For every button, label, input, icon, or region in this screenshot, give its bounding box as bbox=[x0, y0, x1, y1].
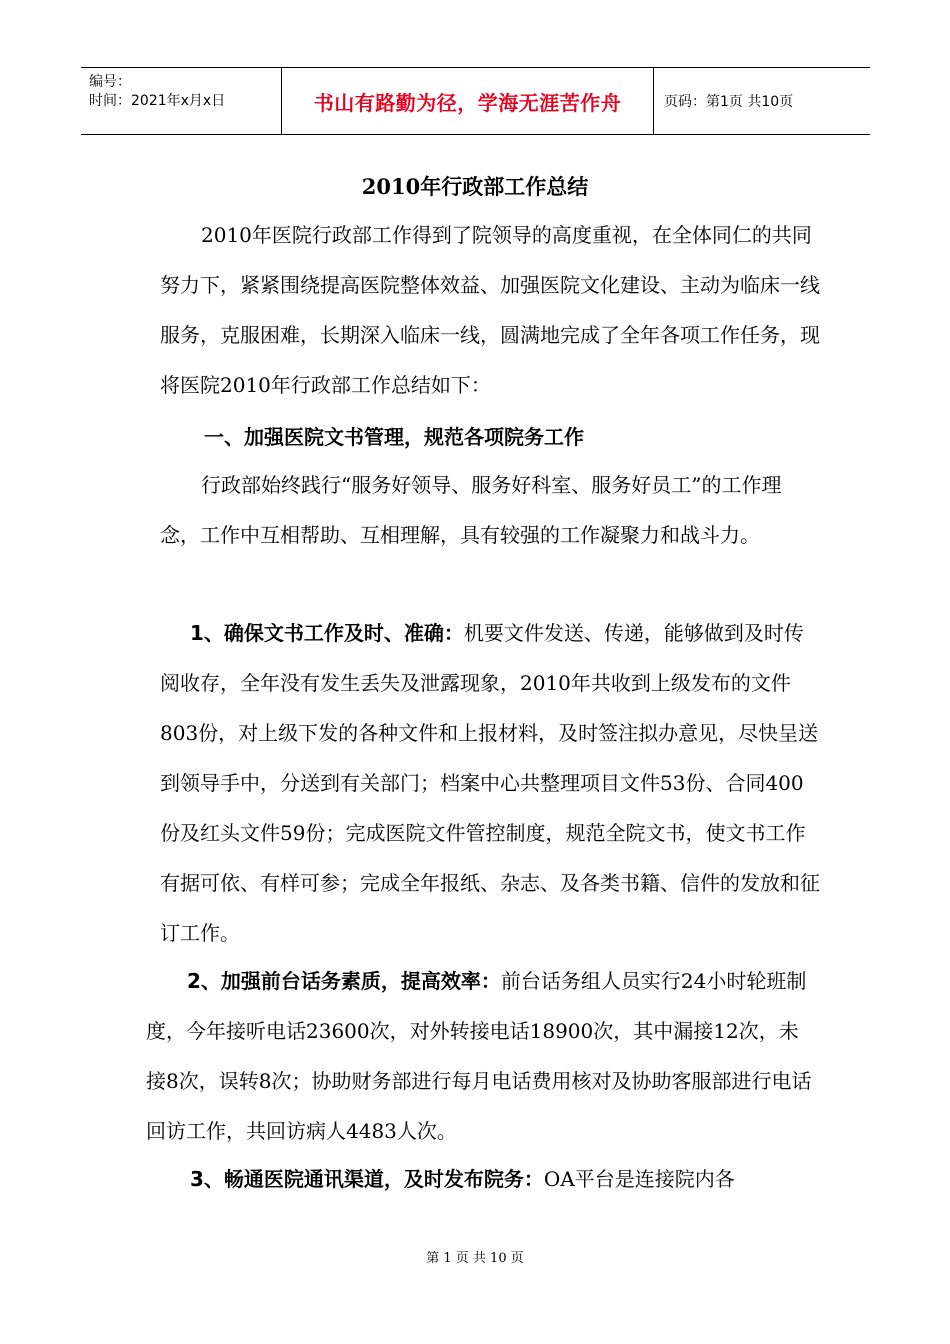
page-footer: 第 1 页 共 10 页 bbox=[426, 1251, 524, 1266]
section-text: 行政部始终践行“服务好领导、服务好科室、服务好员工”的工作理念，工作中互相帮助、互相理解，具有较强的工作凝聚力和战斗力。 bbox=[160, 473, 782, 547]
intro-paragraph bbox=[160, 210, 820, 410]
item-label-2: 2、加强前台话务素质，提高效率： bbox=[187, 969, 501, 993]
document-number-label: 编号： bbox=[89, 74, 131, 90]
section-paragraph bbox=[160, 460, 820, 560]
document-date-label: 时间：2021年x月x日 bbox=[89, 93, 226, 109]
header-motto: 书山有路勤为径，学海无涯苦作舟 bbox=[282, 68, 654, 134]
item-label-3: 3、畅通医院通讯渠道，及时发布院务： bbox=[190, 1167, 544, 1191]
document-title: 2010年行政部工作总结 bbox=[361, 174, 589, 199]
item-text-1: 机要文件发送、传递，能够做到及时传阅收存，全年没有发生丢失及泄露现象，2010年共收到上级发布的文件803份，对上级下发的各种文件和上报材料，及时签注拟办意见，尽快呈送到领导手中，分送到有关部门；档案中心共整理项目文件53份、合同400份及红头文件59份；完成医院文件管控制度，规范全院文书，使文书工作有据可依、有样可参；完成全年报纸、杂志、及各类书籍、信件的发放和征订工作。 bbox=[160, 621, 820, 945]
header-page-info: 页码：第1页 共10页 bbox=[664, 94, 794, 110]
item-text-3: OA平台是连接院内各 bbox=[543, 1167, 735, 1191]
intro-text: 2010年医院行政部工作得到了院领导的高度重视，在全体同仁的共同努力下，紧紧围绕提高医院整体效益、加强医院文化建设、主动为临床一线服务，克服困难，长期深入临床一线，圆满地完成了全年各项工作任务，现将医院2010年行政部工作总结如下： bbox=[160, 223, 820, 397]
item-paragraph-2 bbox=[146, 956, 818, 1156]
item-paragraph-3 bbox=[160, 1154, 820, 1204]
item-label-1: 1、确保文书工作及时、准确： bbox=[190, 621, 464, 645]
header-table bbox=[81, 67, 870, 135]
header-meta-cell bbox=[81, 68, 282, 134]
item-paragraph-1 bbox=[160, 608, 820, 958]
section-heading: 一、加强医院文书管理，规范各项院务工作 bbox=[204, 425, 584, 449]
item-text-2: 前台话务组人员实行24小时轮班制度，今年接听电话23600次，对外转接电话18900次，其中漏接12次，未接8次，误转8次；协助财务部进行每月电话费用核对及协助客服部进行电话回访工作，共回访病人4483人次。 bbox=[146, 969, 812, 1143]
